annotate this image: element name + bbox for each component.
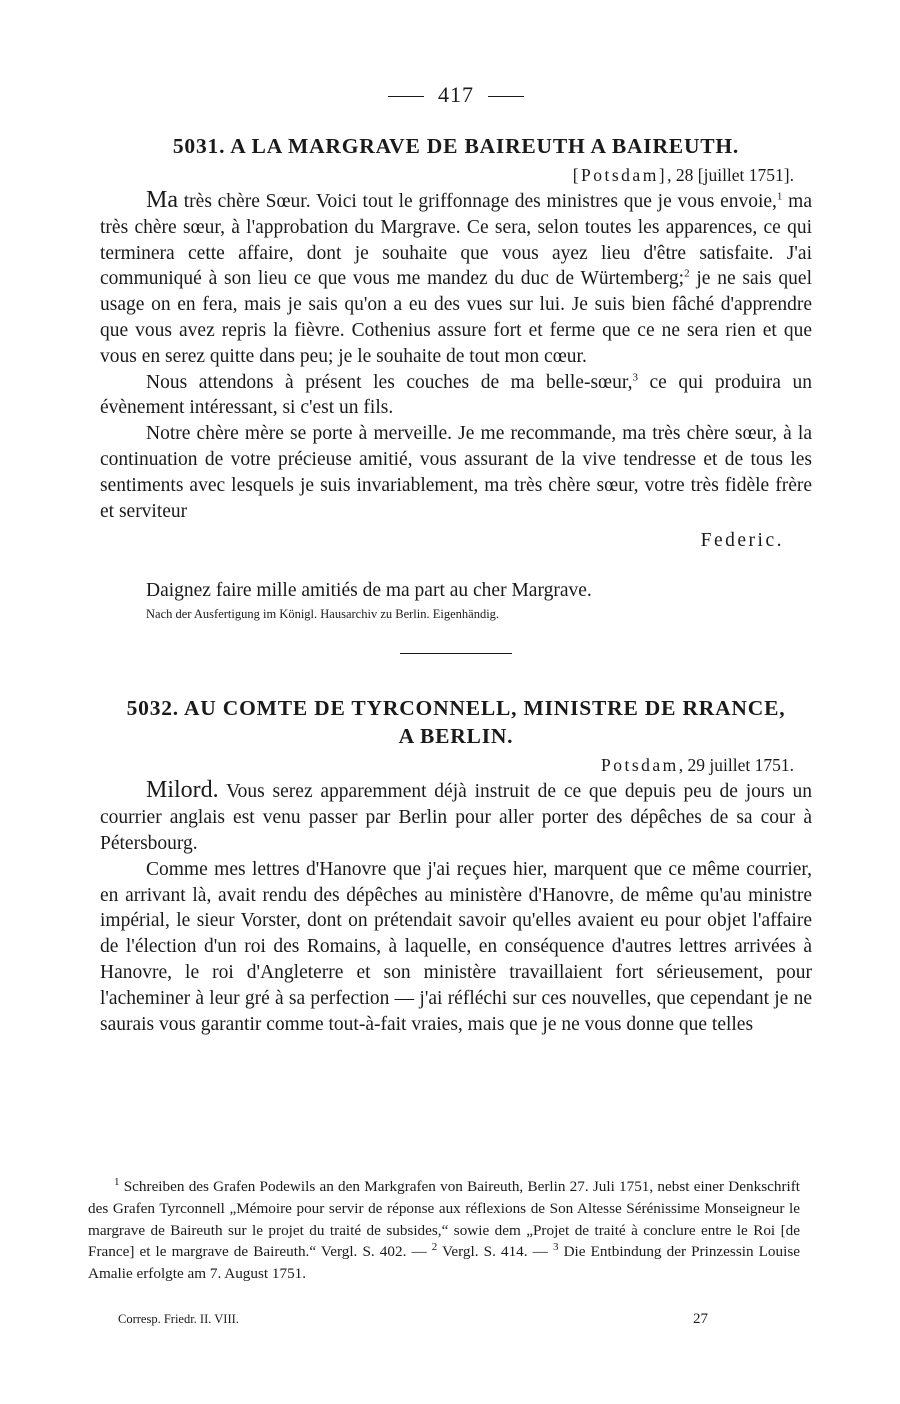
paragraph: Comme mes lettres d'Hanovre que j'ai reçues hier, marquent que ce même courrier, en arrivant là, avait rendu des dépêches au ministère d'Hanovre, de même qu'au ministre impérial, le sieur Vorster, dont on prétendait savoir qu'elles avaient eu pour objet l'affaire de l'élection d'un roi des Romains, à laquelle, en conséquence d'autres lettres arrivées à Hanovre, le roi d'Angleterre et son ministère travaillaient fort sérieusement, pour l'acheminer à leur gré à sa perfection — j'ai réfléchi sur ces nouvelles, que cependant je ne saurais vous garantir comme tout-à-fait vraies, mais que je ne vous donne que telles: [100, 858, 812, 1035]
right-dash: [488, 96, 524, 97]
footnote-text: Die Entbindung der Prinzessin Louise Amalie erfolgte am 7. August 1751.: [88, 1243, 800, 1283]
paragraph: [100, 370, 812, 422]
section-divider: [400, 653, 512, 654]
paragraph-text: ce qui produira un évènement intéressant, si c'est un fils.: [100, 371, 812, 419]
page-number: 417: [438, 82, 474, 107]
place: [Potsdam]: [572, 165, 668, 185]
letter-5032: [100, 694, 812, 1037]
footnote-ref: 2: [684, 267, 690, 280]
paragraph: [100, 778, 812, 856]
source-note: Nach der Ausfertigung im Königl. Hausarchiv zu Berlin. Eigenhändig.: [146, 607, 500, 622]
place: Potsdam: [601, 755, 679, 776]
paragraph-text: je ne sais quel usage on en fera, mais je sais qu'on a eu des vues sur lui. Je suis bien fâché d'apprendre que vous avez repris la fièvre. Cothenius assure fort et ferme que ce ne sera rien et que vous en serez quitte dans peu; je le souhaite de tout mon cœur.: [100, 268, 812, 367]
footnotes: [88, 1176, 800, 1285]
dateline: [100, 163, 794, 187]
collection-signature: Corresp. Friedr. II. VIII.: [118, 1312, 239, 1326]
signature: Federic.: [700, 530, 784, 552]
footnote-number: 1: [114, 1175, 120, 1188]
paragraph: [100, 188, 812, 370]
left-dash: [388, 96, 424, 97]
footnote-number: 3: [552, 1241, 559, 1254]
salutation: Ma: [146, 187, 178, 213]
date: , 29 juillet 1751.: [678, 755, 794, 776]
sheet-number: 27: [693, 1311, 708, 1327]
heading-line: 5032. AU COMTE DE TYRCONNELL, MINISTRE DE RRANCE,: [126, 696, 786, 721]
heading-line: A BERLIN.: [398, 724, 514, 749]
page-content: [100, 80, 812, 1037]
salutation: Milord.: [146, 777, 219, 804]
date: , 28 [juillet 1751].: [667, 165, 794, 185]
footnote-ref: 1: [776, 190, 783, 203]
footnote-number: 2: [431, 1241, 438, 1254]
footnote-block: [88, 1176, 800, 1285]
paragraph-text: Nous attendons à présent les couches de ma belle-sœur,: [146, 371, 633, 393]
paragraph-text: très chère Sœur. Voici tout le griffonnage des ministres que je vous envoie,: [178, 191, 777, 212]
footnote-ref: 3: [632, 371, 638, 384]
dateline: [100, 753, 794, 777]
paragraph-text: Vous serez apparemment déjà instruit de ce que depuis peu de jours un courrier anglais est venu passer par Berlin pour aller porter des dépêches de sa cour à Pétersbourg.: [100, 781, 812, 854]
print-signature-line: [118, 1309, 718, 1329]
paragraph: Notre chère mère se porte à merveille. Je me recommande, ma très chère sœur, à la continuation de votre précieuse amitié, vous assurant de la vive tendresse et de tous les sentiments avec lesquels je suis invariablement, ma très chère sœur, votre très fidèle frère et serviteur: [100, 423, 812, 522]
letter-heading: 5031. A LA MARGRAVE DE BAIREUTH A BAIREUTH.: [172, 134, 740, 158]
letter-5031: [100, 132, 812, 623]
paragraph-text: ma très chère sœur, à l'approbation du Margrave. Ce sera, selon toutes les apparences, ce qui terminera cette affaire, dont je souhaite que vous ayez lieu d'être satisfaite. J'ai communiqué à son lieu ce que vous me mandez du duc de Würtemberg;: [100, 191, 812, 290]
page-number-line: [100, 80, 812, 110]
footnote-text: Schreiben des Grafen Podewils an den Markgrafen von Baireuth, Berlin 27. Juli 1751, nebst einer Denkschrift des Grafen Tyrconnell „Mémoire pour servir de réponse aux réflexions de Son Altesse Sérénissime Monseigneur le margrave de Baireuth sur le projet du traité de subsides,“ sowie dem „Projet de traité à conclure entre le Roi [de France] et le margrave de Baireuth.“ Vergl. S. 402. —: [88, 1178, 800, 1261]
footnote-text: Vergl. S. 414. —: [437, 1243, 553, 1261]
postscript: Daignez faire mille amitiés de ma part au cher Margrave.: [146, 580, 592, 602]
letter-heading: [100, 694, 812, 750]
